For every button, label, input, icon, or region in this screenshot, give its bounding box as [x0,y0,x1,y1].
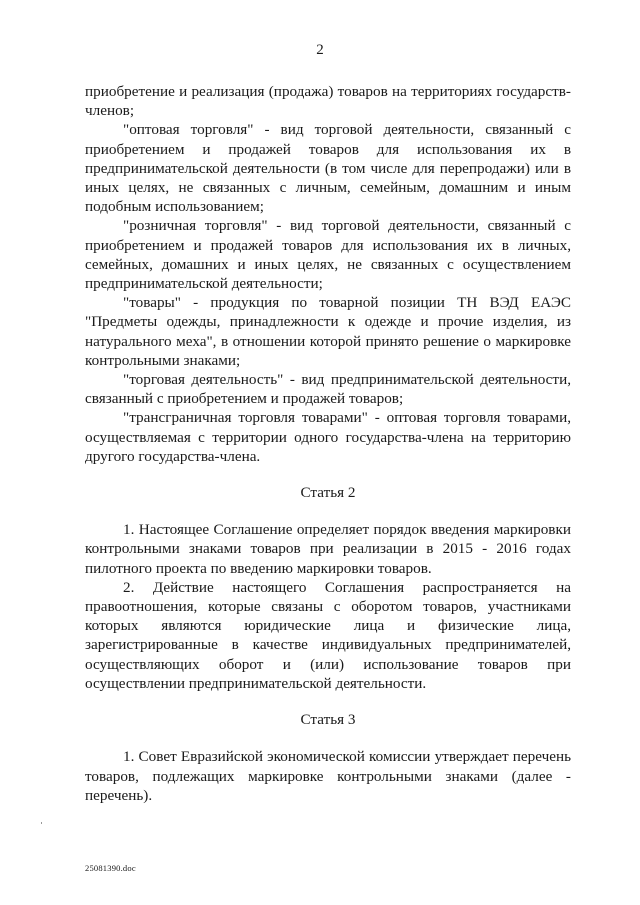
paragraph-definition-trade-activity: "торговая деятельность" - вид предпринимательской деятельности, связанный с приобретением и продажей товаров; [85,371,571,408]
paragraph-intro-0: приобретение и реализация (продажа) товаров на территориях государств-членов; [85,83,571,120]
page-number: 2 [316,42,324,58]
scan-mark [41,822,42,824]
paragraph-definition-goods: "товары" - продукция по товарной позиции ТН ВЭД ЕАЭС "Предметы одежды, принадлежности к одежде и прочие изделия, из натурального меха", в отношении которой принято решение о маркировке контрольными знаками; [85,294,571,369]
spacer [85,502,571,520]
spacer [85,466,571,483]
spacer [85,729,571,747]
spacer [85,693,571,710]
document-body [85,82,571,805]
article-3-paragraph-1: 1. Совет Евразийской экономической комиссии утверждает перечень товаров, подлежащих маркировке контрольными знаками (далее - перечень). [85,748,571,804]
paragraph-definition-retail: "розничная торговля" - вид торговой деятельности, связанный с приобретением и продажей товаров для использования их в личных, семейных, домашних и иных целях, не связанных с осуществлением предпринимательской деятельности; [85,217,571,293]
file-name-footer: 25081390.doc [85,863,136,873]
article-2-paragraph-2: 2. Действие настоящего Соглашения распространяется на правоотношения, которые связаны с оборотом товаров, участниками которых являются юридические лица и физические лица, зарегистрированные в качестве индивидуальных предпринимателей, осуществляющих оборот и (или) использование товаров при осуществлении предпринимательской деятельности. [85,578,571,692]
paragraph-definition-wholesale: "оптовая торговля" - вид торговой деятельности, связанный с приобретением и продажей товаров для использования их в предпринимательской деятельности (в том числе для перепродажи) или в иных целях, не связанных с личным, семейным, домашним и иным подобным использованием; [85,121,571,216]
paragraph-definition-crossborder: "трансграничная торговля товарами" - оптовая торговля товарами, осуществляемая с территории одного государства-члена на территорию другого государства-члена. [85,409,571,465]
article-2-heading: Статья 2 [300,484,356,502]
article-3-heading: Статья 3 [300,711,356,729]
article-2-paragraph-1: 1. Настоящее Соглашение определяет порядок введения маркировки контрольными знаками товаров при реализации в 2015 - 2016 годах пилотного проекта по введению маркировки товаров. [85,521,571,577]
